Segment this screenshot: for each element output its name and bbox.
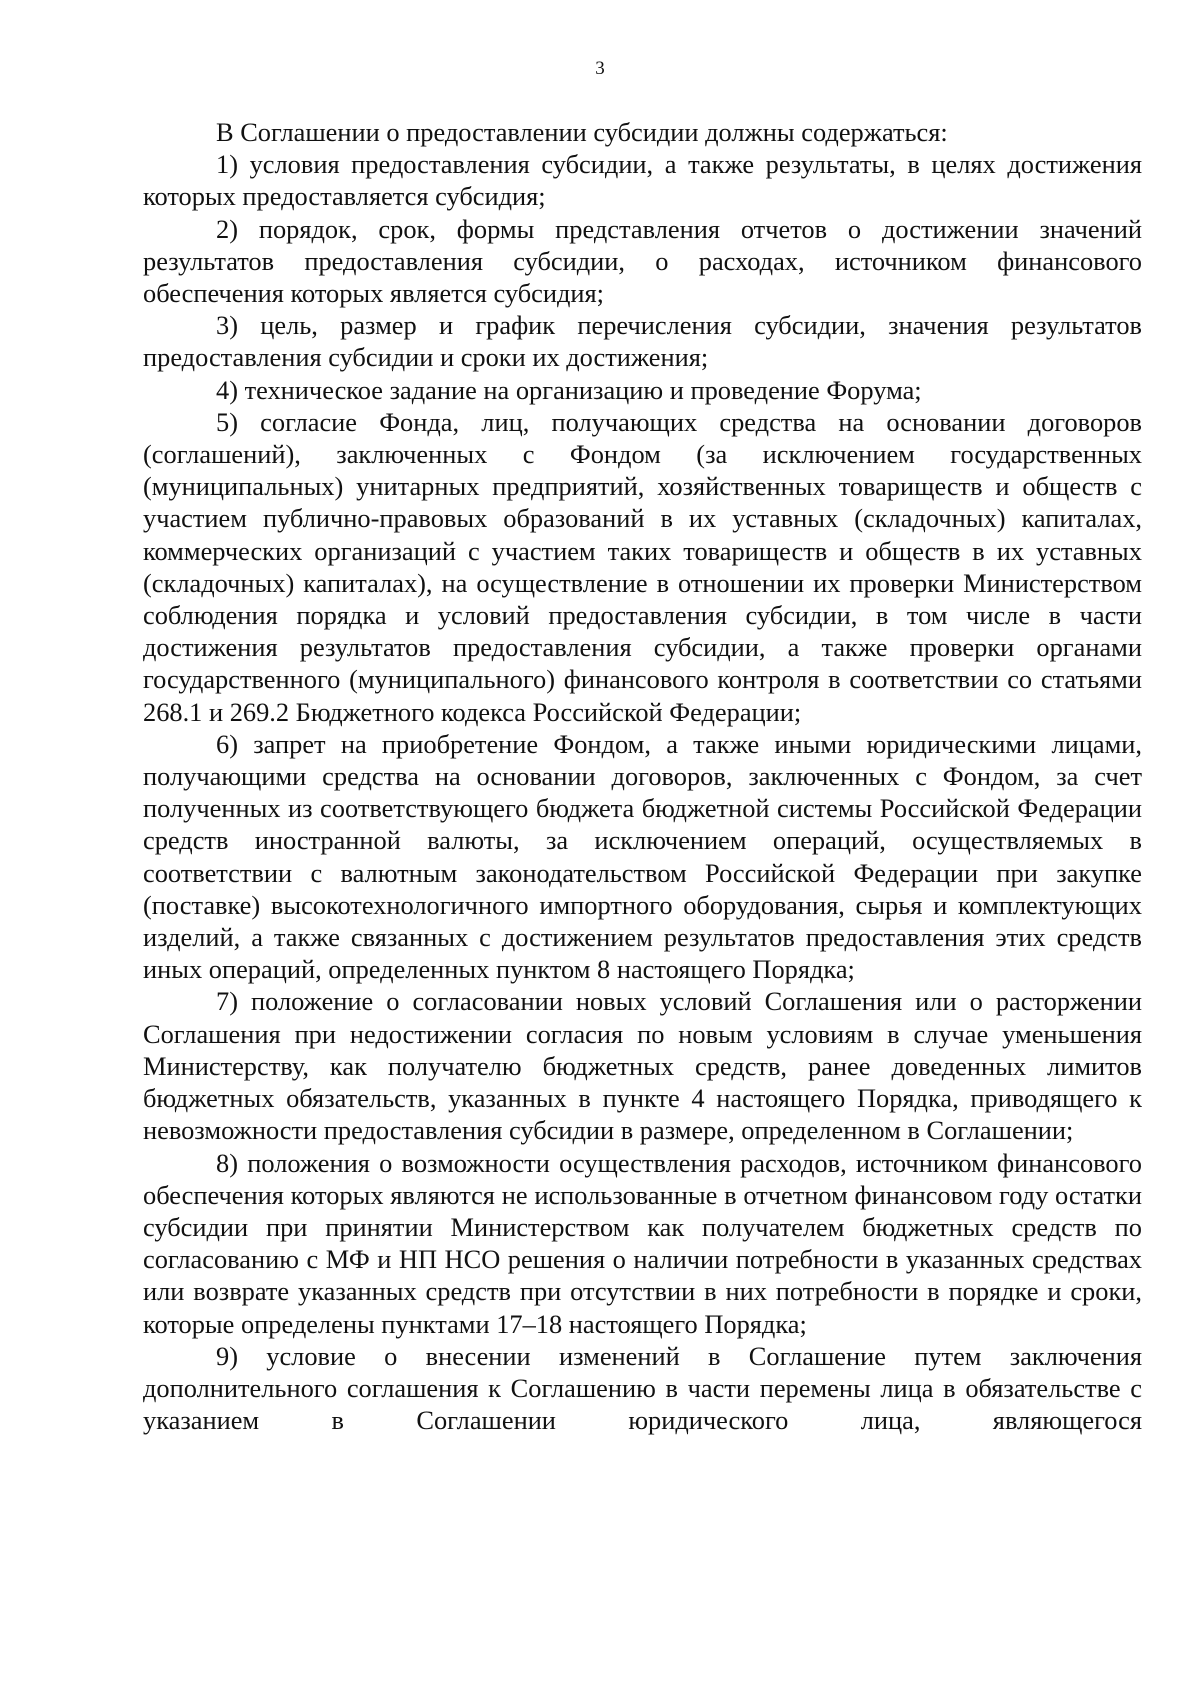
list-item-3: 3) цель, размер и график перечисления субсидии, значения результатов предоставления субсидии и сроки их достижения; xyxy=(143,310,1142,373)
list-item-1: 1) условия предоставления субсидии, а также результаты, в целях достижения которых предоставляется субсидия; xyxy=(143,149,1142,212)
list-item-4: 4) техническое задание на организацию и проведение Форума; xyxy=(216,374,922,405)
intro-paragraph: В Соглашении о предоставлении субсидии должны содержаться: xyxy=(216,117,948,147)
list-item-9: 9) условие о внесении изменений в Соглашение путем заключения дополнительного соглашения к Соглашению в части перемены лица в обязательстве с указанием в Соглашении юридического лица, являющегося xyxy=(143,1340,1142,1436)
list-item-5: 5) согласие Фонда, лиц, получающих средства на основании договоров (соглашений), заключенных с Фондом (за исключением государственных (муниципальных) унитарных предприятий, хозяйственных товариществ и обществ с участием публично-правовых образований в их уставных (складочных) капиталах, коммерческих организаций с участием таких товариществ и обществ в их уставных (складочных) капиталах), на осуществление в отношении их проверки Министерством соблюдения порядка и условий предоставления субсидии, в том числе в части достижения результатов предоставления субсидии, а также проверки органами государственного (муниципального) финансового контроля в соответствии со статьями 268.1 и 269.2 Бюджетного кодекса Российской Федерации; xyxy=(143,406,1142,727)
document-body xyxy=(143,116,1142,1436)
list-item-8: 8) положения о возможности осуществления расходов, источником финансового обеспечения которых являются не использованные в отчетном финансовом году остатки субсидии при принятии Министерством как получателем бюджетных средств по согласованию с МФ и НП НСО решения о наличии потребности в указанных средствах или возврате указанных средств при отсутствии в них потребности в порядке и сроки, которые определены пунктами 17–18 настоящего Порядка; xyxy=(143,1147,1142,1339)
page-number: 3 xyxy=(595,58,605,79)
list-item-6: 6) запрет на приобретение Фондом, а также иными юридическими лицами, получающими средства на основании договоров, заключенных с Фондом, за счет полученных из соответствующего бюджета бюджетной системы Российской Федерации средств иностранной валюты, за исключением операций, осуществляемых в соответствии с валютным законодательством Российской Федерации при закупке (поставке) высокотехнологичного импортного оборудования, сырья и комплектующих изделий, а также связанных с достижением результатов предоставления этих средств иных операций, определенных пунктом 8 настоящего Порядка; xyxy=(143,728,1142,985)
list-item-7: 7) положение о согласовании новых условий Соглашения или о расторжении Соглашения при недостижении согласия по новым условиям в случае уменьшения Министерству, как получателю бюджетных средств, ранее доведенных лимитов бюджетных обязательств, указанных в пункте 4 настоящего Порядка, приводящего к невозможности предоставления субсидии в размере, определенном в Соглашении; xyxy=(143,986,1142,1146)
list-item-2: 2) порядок, срок, формы представления отчетов о достижении значений результатов предоставления субсидии, о расходах, источником финансового обеспечения которых является субсидия; xyxy=(143,213,1142,309)
